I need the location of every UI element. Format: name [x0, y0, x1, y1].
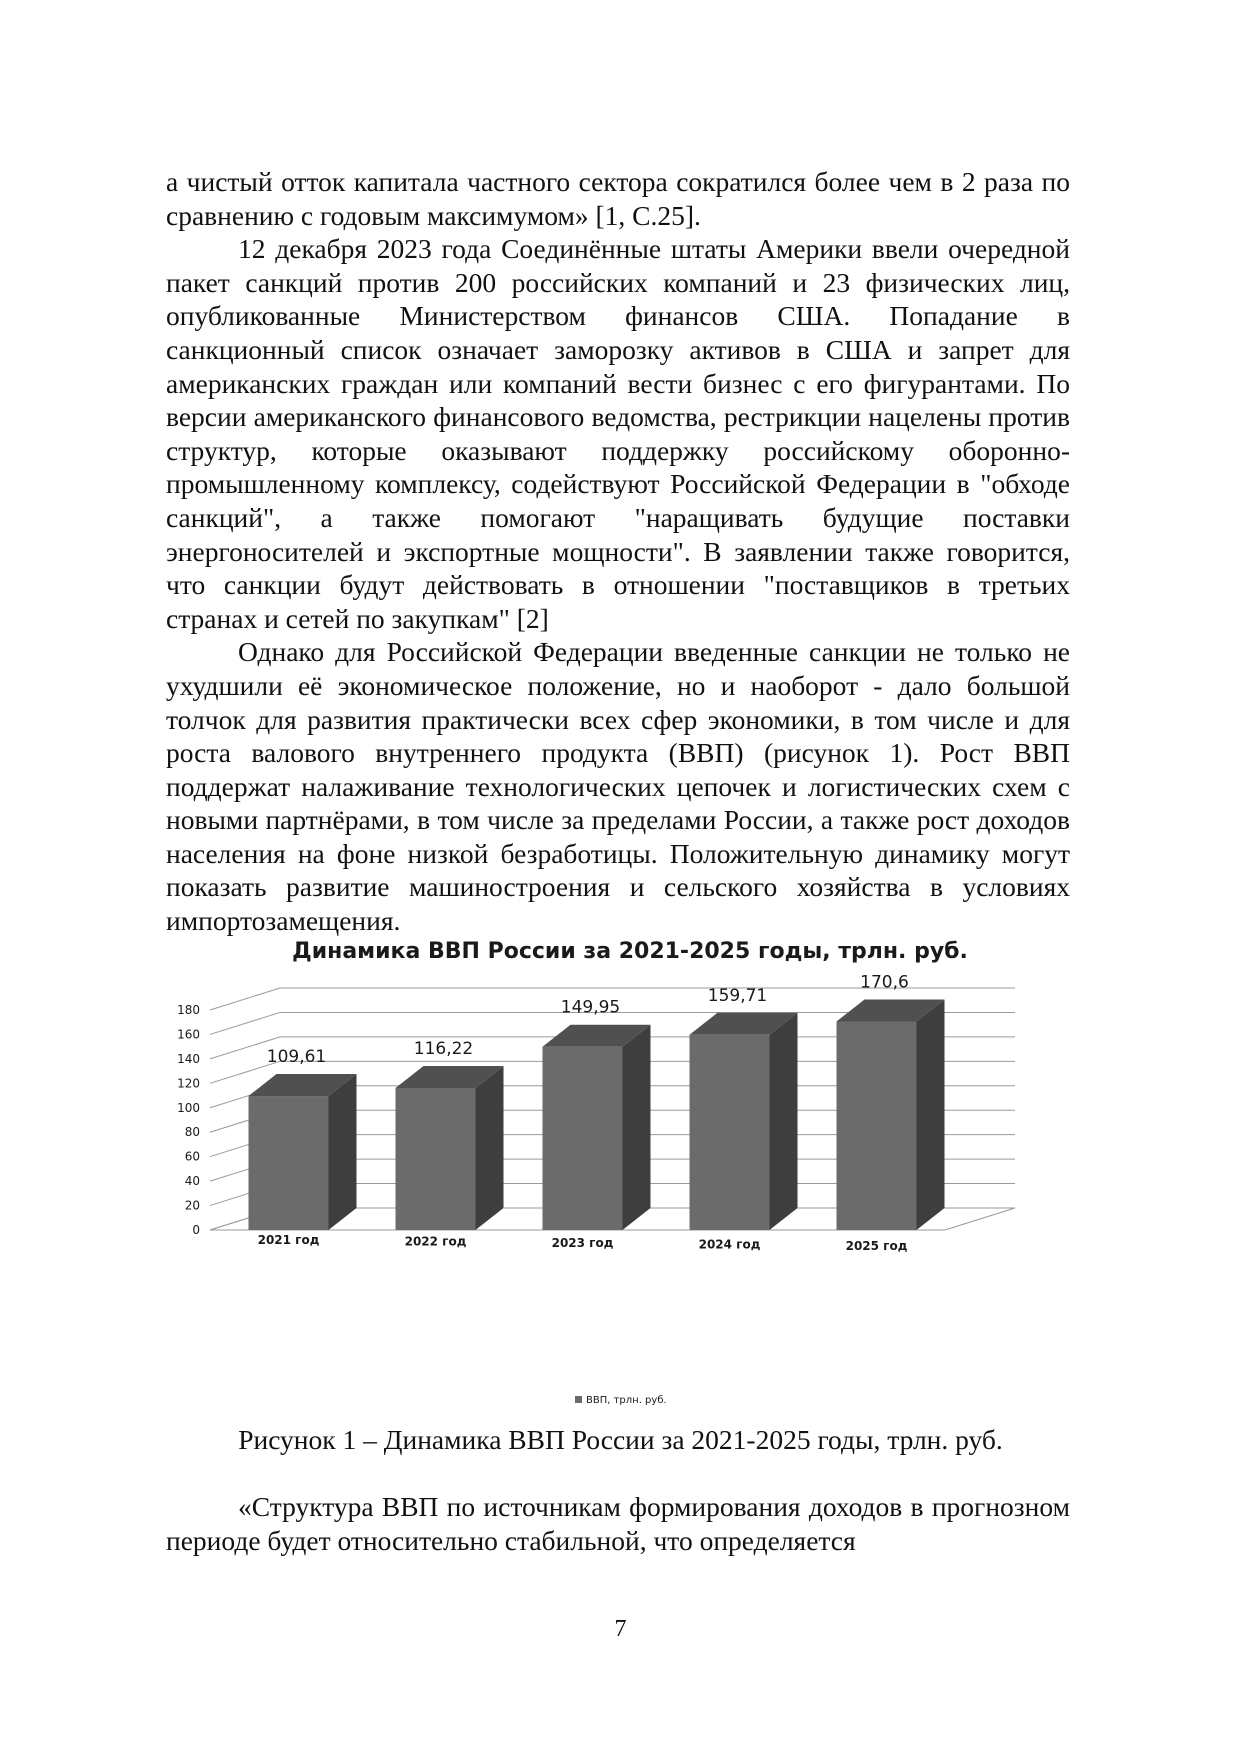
body-text-bottom — [166, 1490, 1070, 1557]
data-label: 170,6 — [860, 972, 909, 993]
paragraph-2: 12 декабря 2023 года Соединённые штаты Америки ввели очередной пакет санкций против 200 российских компаний и 23 физических лиц, опубликованные Министерством финансов США. Попадание в санкционный список означает заморозку активов в США и запрет для американских граждан или компаний вести бизнес с его фигурантами. По версии американского финансового ведомства, рестрикции нацелены против структур, которые оказывают поддержку российскому оборонно-промышленному комплексу, содействуют Российской Федерации в "обходе санкций", а также помогают "наращивать будущие поставки энергоносителей и экспортные мощности". В заявлении также говорится, что санкции будут действовать в отношении "поставщиков в третьих странах и сетей по закупкам" [2] — [166, 233, 1070, 634]
bar — [249, 1074, 357, 1230]
gdp-chart-svg — [160, 930, 1100, 1410]
paragraph-1: а чистый отток капитала частного сектора сократился более чем в 2 раза по сравнению с годовым максимумом» [1, С.25]. — [166, 166, 1070, 231]
y-tick-label: 180 — [177, 1003, 200, 1017]
bar-side — [917, 999, 945, 1230]
y-tick-label: 0 — [192, 1223, 200, 1237]
x-tick-label: 2024 год — [698, 1237, 761, 1252]
data-label: 149,95 — [560, 997, 621, 1018]
bar-side — [770, 1013, 798, 1230]
y-tick-label: 40 — [184, 1174, 200, 1189]
gdp-chart — [160, 930, 1100, 1410]
x-tick-label: 2025 год — [845, 1239, 908, 1253]
y-tick-label: 60 — [184, 1149, 200, 1164]
legend-swatch — [575, 1396, 582, 1403]
bar-front — [543, 1047, 623, 1230]
data-label: 159,71 — [707, 985, 768, 1006]
bar-side — [329, 1074, 357, 1230]
x-tick-label: 2022 год — [404, 1234, 467, 1249]
bar-front — [690, 1035, 770, 1230]
y-tick-label: 160 — [177, 1027, 200, 1042]
bar — [396, 1066, 504, 1230]
y-tick-label: 120 — [177, 1076, 200, 1091]
chart-title: Динамика ВВП России за 2021-2025 годы, трлн. руб. — [292, 939, 968, 964]
data-label: 109,61 — [266, 1047, 327, 1068]
bar — [690, 1013, 798, 1230]
page-number: 7 — [614, 1616, 627, 1642]
x-tick-label: 2023 год — [551, 1236, 614, 1250]
bar — [543, 1025, 651, 1230]
bar-front — [396, 1088, 476, 1230]
x-tick-label: 2021 год — [257, 1233, 320, 1247]
bar-front — [837, 1021, 917, 1230]
bar-side — [476, 1066, 504, 1230]
legend-label: ВВП, трлн. руб. — [586, 1395, 667, 1406]
paragraph-4: «Структура ВВП по источникам формирования доходов в прогнозном периоде будет относительно стабильной, что определяется — [166, 1491, 1070, 1556]
body-text-top — [166, 165, 1070, 938]
data-label: 116,22 — [413, 1038, 474, 1059]
figure-caption: Рисунок 1 – Динамика ВВП России за 2021-2025 годы, трлн. руб. — [238, 1424, 1003, 1455]
bar-front — [249, 1096, 329, 1230]
paragraph-3: Однако для Российской Федерации введенные санкции не только не ухудшили её экономическое положение, но и наоборот - дало большой толчок для развития практически всех сфер экономики, в том числе и для роста валового внутреннего продукта (ВВП) (рисунок 1). Рост ВВП поддержат налаживание технологических цепочек и логистических схем с новыми партнёрами, в том числе за пределами России, а также рост доходов населения на фоне низкой безработицы. Положительную динамику могут показать развитие машиностроения и сельского хозяйства в условиях импортозамещения. — [166, 636, 1070, 937]
y-tick-label: 140 — [177, 1051, 200, 1066]
y-tick-label: 20 — [184, 1198, 200, 1213]
y-tick-label: 80 — [184, 1125, 200, 1140]
y-tick-label: 100 — [177, 1100, 200, 1115]
bar-side — [623, 1025, 651, 1230]
bar — [837, 999, 945, 1230]
